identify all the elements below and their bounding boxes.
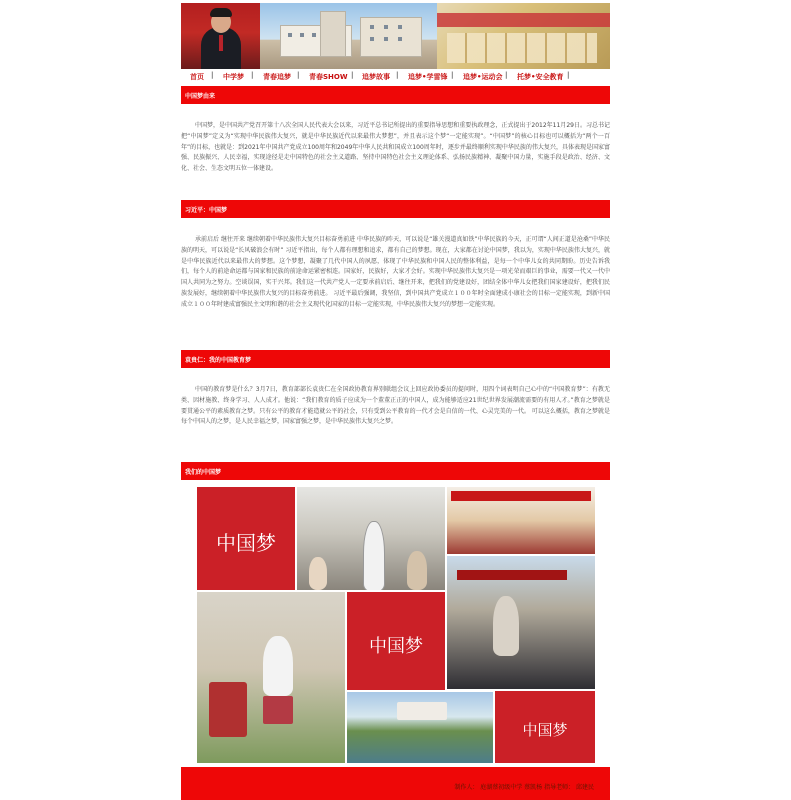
nav-item-learn-leifeng[interactable]: 追梦•学雷锋	[408, 73, 448, 81]
nav-item-safety-education[interactable]: 托梦•安全教育	[517, 73, 564, 81]
section-title: 中国梦由来	[185, 93, 216, 100]
footer	[181, 767, 610, 800]
header-banner	[181, 3, 610, 69]
section-text-xi-dream: 承前启后 继往开来 继续朝着中华民族伟大复兴目标奋勇前进 中华民族的昨天，可以说是“雄关漫道真如铁”中华民族的今天，正可谓“人间正道是沧桑”中华民族的明天，可以说是“长风破浪会有时” 习近平指出，每个人都有理想和追求，都有自己的梦想。现在，大家都在讨论中国梦，我以为，实现中华民族伟大复兴，就是中华民族近代以来最伟大的梦想。这个梦想，凝聚了几代中国人的夙愿，体现了中华民族和中国人民的整体利益，是每一个中华儿女的共同期盼。历史告诉我们，每个人的前途命运都与国家和民族的前途命运紧密相连。国家好，民族好，大家才会好。实现中华民族伟大复兴是一项光荣而艰巨的事业，需要一代又一代中国人共同为之努力。空谈误国，实干兴邦。我们这一代共产党人一定要承前启后、继往开来，把我们的党建设好，团结全体中华儿女把我们国家建设好，把我们民族发展好，继续朝着中华民族伟大复兴的目标奋勇前进。 习近平最后强调，我坚信，到中国共产党成立１００年时全面建成小康社会的目标一定能实现，到新中国成立１００年时建成富强民主文明和谐的社会主义现代化国家的目标一定能实现，中华民族伟大复兴的梦想一定能实现。	[181, 236, 610, 308]
nav-item-middle-school-dream[interactable]: 中学梦	[223, 73, 244, 81]
section-header-our-dream	[181, 462, 610, 480]
nav-item-dream-stories[interactable]: 追梦故事	[362, 73, 390, 81]
banner-photo-school	[260, 3, 437, 69]
collage-photo-assembly	[447, 556, 595, 689]
collage-red-tile-3	[495, 691, 595, 763]
section-title: 袁贵仁：我的中国教育梦	[185, 357, 252, 364]
tile-label: 中国梦	[522, 721, 568, 739]
collage-photo-landscape	[347, 692, 493, 763]
tile-label: 中国梦	[369, 636, 423, 657]
section-text-origin: 中国梦，是中国共产党召开第十八次全国人民代表大会以来，习近平总书记所提出的重要指导思想和重要执政理念，正式提出于2012年11月29日。习总书记把“中国梦”定义为“实现中华民族伟大复兴，就是中华民族近代以来最伟大梦想”，并且表示这个梦“一定能实现”。“中国梦”的核心目标也可以概括为“两个一百年”的目标，也就是：到2021年中国共产党成立100周年和2049年中华人民共和国成立100周年时，逐步并最终顺利实现中华民族的伟大复兴，具体表现是国家富强、民族振兴、人民幸福，实现途径是走中国特色的社会主义道路、坚持中国特色社会主义理论体系、弘扬民族精神、凝聚中国力量，实施手段是政治、经济、文化、社会、生态文明五位一体建设。	[181, 122, 610, 173]
nav-item-youth-dream[interactable]: 青春追梦	[263, 73, 291, 81]
footer-credit: 制作人： 庭湖蔡初级中学 蔡凯杨 指导老师： 邱建民	[454, 784, 594, 791]
section-header-origin	[181, 86, 610, 104]
banner-photo-leader	[181, 3, 260, 69]
photo-collage	[197, 485, 595, 763]
nav-item-sports-meet[interactable]: 追梦•运动会	[463, 73, 503, 81]
nav-item-youth-show[interactable]: 青春SHOW	[309, 73, 348, 81]
collage-photo-class-meeting	[297, 487, 445, 590]
section-title: 习近平：中国梦	[185, 207, 228, 214]
section-header-education-dream	[181, 350, 610, 368]
main-nav: 首页 | 中学梦 | 青春追梦 | 青春SHOW | 追梦故事 | 追梦•学雷锋 | 追梦•运动会 | 托梦•安全教育 |	[181, 69, 610, 83]
collage-red-tile-1	[197, 487, 295, 590]
section-title: 我们的中国梦	[185, 469, 222, 476]
tile-label: 中国梦	[216, 531, 276, 555]
collage-photo-group	[447, 487, 595, 554]
section-header-xi-dream	[181, 200, 610, 218]
banner-photo-event	[437, 3, 610, 69]
section-text-education-dream: 中国的教育梦是什么？3月7日，教育部部长袁贵仁在全国政协教育界别联组会议上回应政协委员的提问时，用四个词表明自己心中的“中国教育梦”：有教无类、因材施教、终身学习、人人成才。他说：“我们教育的质子应成为一个董董正正的中国人，成为能够适应21世纪世界发展潮流需要的有用人才。”教育之梦就是要贯通公平的素质教育之梦。只有公平的教育才能造就公平的社会，只有受到公平教育的一代才会是自信的一代、心灵完美的一代。 可以这么概括，教育之梦就是每个中国人的之梦，是人民幸福之梦，国家富强之梦，是中华民族伟大复兴之梦。	[181, 386, 610, 426]
nav-item-home[interactable]: 首页	[190, 73, 204, 81]
collage-red-tile-2	[347, 592, 445, 690]
collage-photo-student-speech	[197, 592, 345, 763]
